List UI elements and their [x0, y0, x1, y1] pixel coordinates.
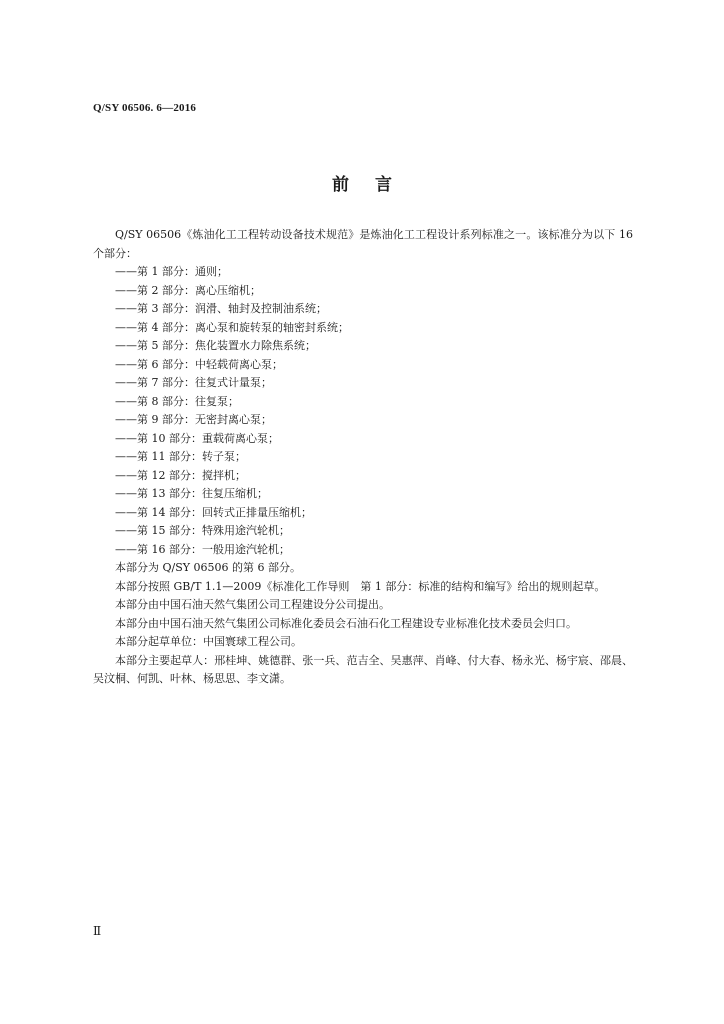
body-paragraph: 本部分按照 GB/T 1.1—2009《标准化工作导则 第 1 部分：标准的结构和编写》给出的规则起草。 — [115, 579, 606, 593]
list-item: ——第 8 部分：往复泵； — [115, 394, 239, 408]
list-item: ——第 1 部分：通则； — [115, 265, 228, 278]
list-item: ——第 3 部分：润滑、轴封及控制油系统； — [115, 302, 327, 315]
document-code: Q/SY 06506. 6—2016 — [93, 102, 197, 114]
list-item: ——第 6 部分：中轻载荷离心泵； — [115, 357, 283, 371]
list-item: ——第 16 部分：一般用途汽轮机； — [115, 542, 290, 556]
list-item: ——第 15 部分：特殊用途汽轮机； — [115, 524, 290, 537]
list-item: ——第 14 部分：回转式正排量压缩机； — [115, 505, 312, 519]
intro-paragraph: Q/SY 06506《炼油化工工程转动设备技术规范》是炼油化工工程设计系列标准之一。该标准分为以下 16 个部分： — [93, 228, 633, 260]
list-item: ——第 7 部分：往复式计量泵； — [115, 376, 272, 389]
body-paragraph: 本部分为 Q/SY 06506 的第 6 部分。 — [115, 561, 301, 574]
list-item: ——第 9 部分：无密封离心泵； — [115, 413, 272, 426]
list-item: ——第 11 部分：转子泵； — [115, 450, 246, 463]
list-item: ——第 4 部分：离心泵和旋转泵的轴密封系统； — [115, 320, 349, 334]
foreword-body — [93, 226, 633, 689]
body-paragraph: 本部分起草单位：中国寰球工程公司。 — [115, 635, 302, 648]
page-title: 前言 — [332, 175, 418, 195]
list-item: ——第 12 部分：搅拌机； — [115, 468, 246, 482]
list-item: ——第 2 部分：离心压缩机； — [115, 283, 261, 297]
body-paragraph: 本部分由中国石油天然气集团公司标准化委员会石油石化工程建设专业标准化技术委员会归口。 — [115, 616, 577, 630]
list-item: ——第 5 部分：焦化装置水力除焦系统； — [115, 339, 316, 352]
page-number: Ⅱ — [93, 924, 102, 938]
list-item: ——第 13 部分：往复压缩机； — [115, 487, 268, 500]
body-paragraph: 本部分由中国石油天然气集团公司工程建设分公司提出。 — [115, 598, 390, 611]
list-item: ——第 10 部分：重载荷离心泵； — [115, 431, 279, 445]
body-paragraph: 本部分主要起草人：邢桂坤、姚德群、张一兵、范吉全、吴惠萍、肖峰、付大春、杨永光、杨宇宸、邵晨、吴汶桐、何凯、叶林、杨思思、李文潇。 — [93, 653, 633, 685]
parts-list — [93, 263, 633, 559]
